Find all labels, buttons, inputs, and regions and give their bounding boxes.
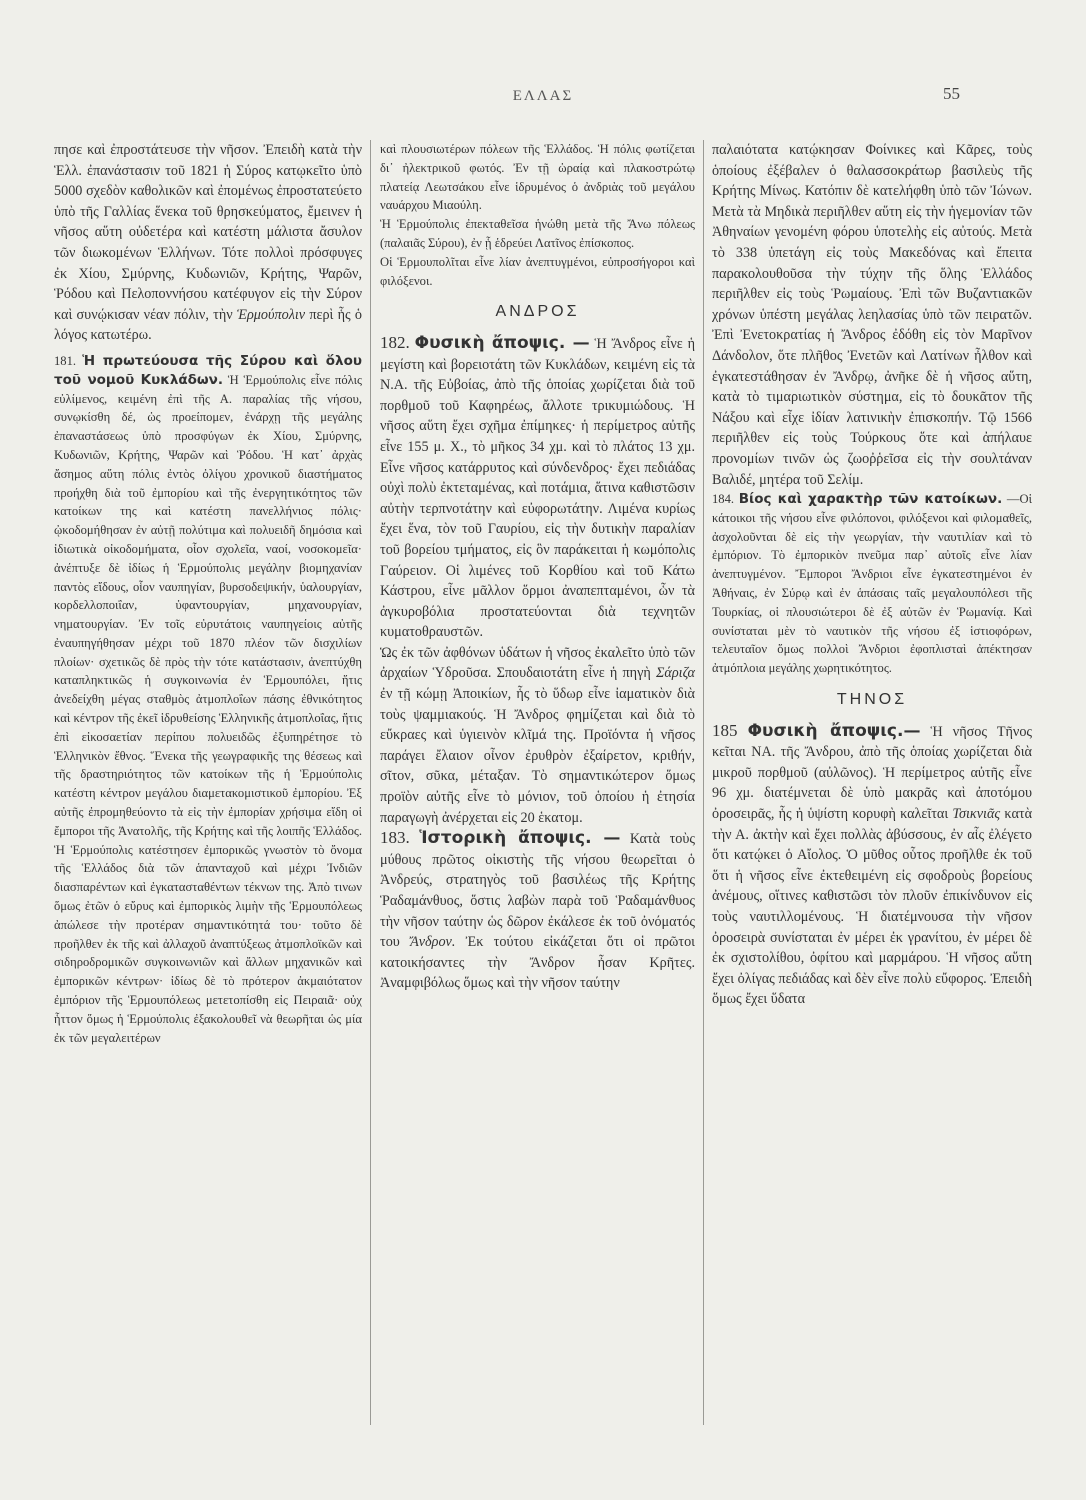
section-number: 181. [54, 353, 77, 368]
section-title-tinos: ΤΗΝΟΣ [836, 691, 908, 709]
section-heading: Φυσικὴ ἄποψις. — [414, 332, 590, 353]
page-number: 55 [943, 84, 960, 103]
paragraph [54, 140, 362, 346]
section-text: κατὰ τὴν Α. ἀκτὴν καὶ ἔχει πολλὰς ἀβύσσους, ἐν αἷς ἐλέγετο ὅτι κατῴκει ὁ Αἴολος. Ὁ μῦθος οὗτος προῆλθε ἐκ τοῦ ὅτι ἡ νῆσος εἶνε ἐκτεθειμένη εἰς σφοδροὺς βορείους ἀνέμους, οἵτινες καθιστῶσι τὸν πλοῦν ἐπικίνδυνον εἰς τοὺς ναυτιλλομένους. Ἡ διατέμνουσα τὴν νῆσον ὀροσειρὰ συνίσταται ἐν μέρει ἐκ γρανίτου, ἐν μέρει δὲ ἐκ σχιστολίθου, ὀφίτου καὶ μαρμάρου. Ἡ νῆσος αὕτη ἔχει ὀλίγας πεδιάδας καὶ δὲν εἶνε πολὺ εὔφορος. Ἐπειδὴ ὅμως ἔχει ὕδατα [712, 806, 1033, 1008]
paragraph: Οἱ Ἑρμουπολῖται εἶνε λίαν ἀνεπτυγμένοι, εὐπροσήγοροι καὶ φιλόξενοι. [380, 254, 695, 288]
paragraph-text: ἐν τῇ κώμῃ Ἀποικίων, ἧς τὸ ὕδωρ εἶνε ἰαματικὸν διὰ τοὺς ψαμμιακούς. Ἡ Ἄνδρος φημίζεται καὶ διὰ τὸ εὔκραες καὶ ὑγιεινὸν κλῖμά της. Προϊόντα ἡ νῆσος παράγει ἔλαιον οἶνον ἐρυθρὸν ἐξαίρετον, κριθήν, σῖτον, σῦκα, μέταξαν. Τὸ σημαντικώτερον ὅμως προϊὸν αὐτῆς εἶνε τὸ μόνιον, τοῦ ὁποίου ἡ ἐτησία παραγωγὴ ἀνέρχεται εἰς 20 ἑκατομ. [380, 686, 695, 826]
section-text: Ἡ Ἄνδρος εἶνε ἡ μεγίστη καὶ βορειοτάτη τῶν Κυκλάδων, κειμένη εἰς τὰ Ν.Α. τῆς Εὐβοίας, ἀπὸ τῆς ὁποίας χωρίζεται διὰ τοῦ πορθμοῦ τοῦ Καφηρέως, ἄλλοτε τρικυμιώδους. Ἡ νῆσος αὕτη ἔχει σχῆμα ἐπίμηκες· ἡ περίμετρος αὐτῆς εἶνε 155 μ. Χ., τὸ μῆκος 34 χμ. καὶ τὸ πλάτος 13 χμ. Εἶνε νῆσος κατάρρυτος καὶ σύνδενδρος· ἔχει πεδιάδας οὐχὶ πολὺ ἐκτεταμένας, καὶ ποτάμια, ἅτινα καθιστῶσιν αὐτὴν τερπνοτάτην καὶ εὐφορωτάτην. Λιμένα κυρίως ἔχει ἕνα, τὸν τοῦ Γαυρίου, εἰς τὴν δυτικὴν παραλίαν τοῦ βορείου τμήματος, εἰς ὃν παράκειται ἡ κωμόπολις Γαύρειον. Οἱ λιμένες τοῦ Κορθίου καὶ τοῦ Κάτω Κάστρου, εἶνε μᾶλλον ὅρμοι ἀναπεπταμένοι, ὧν τὰ ἀγκυροβόλια προστατεύονται διὰ τεχνητῶν κυματοθραυστῶν. [380, 335, 696, 641]
section-number: 183. [380, 828, 410, 848]
column-1 [54, 140, 362, 1047]
italic-term: Ἄνδρον. [410, 934, 456, 951]
section-text: Κατὰ τοὺς μύθους πρῶτος οἰκιστὴς τῆς νήσου θεωρεῖται ὁ Ἀνδρεύς, στρατηγὸς τοῦ βασιλέως τῆς Κρήτης Ῥαδαμάνθυος, ὅστις λαβὼν παρὰ τοῦ Ῥαδαμάνθυος τὴν νῆσον ταύτην ὡς δῶρον ἐκάλεσε ἐκ τοῦ ὀνόματός του [380, 831, 696, 951]
section-185 [712, 721, 1032, 1010]
column-divider-2 [703, 140, 704, 1425]
paragraph: καὶ πλουσιωτέρων πόλεων τῆς Ἑλλάδος. Ἡ πόλις φωτίζεται δι᾿ ἠλεκτρικοῦ φωτός. Ἐν τῇ ὡραίᾳ καὶ πλακοστρώτῳ πλατείᾳ Λεωτσάκου εἶνε ἱδρυμένος ὁ ἀνδριὰς τοῦ μεγάλου ναυάρχου Μιαούλη. [380, 142, 695, 213]
section-181 [54, 352, 362, 1047]
paragraph-text: Ὡς ἐκ τῶν ἀφθόνων ὑδάτων ἡ νῆσος ἐκαλεῖτο ὑπὸ τῶν ἀρχαίων Ὑδροῦσα. Σπουδαιοτάτη εἶνε ἡ πηγὴ [380, 644, 695, 682]
paragraph: Ἡ Ἑρμούπολις ἐπεκταθεῖσα ἡνώθη μετὰ τῆς Ἄνω πόλεως (παλαιᾶς Σύρου), ἐν ᾗ ἑδρεύει Λατῖνος ἐπίσκοπος. [380, 217, 695, 250]
section-number: 182. [380, 332, 410, 352]
column-divider-1 [370, 140, 371, 1425]
italic-term: Σάριζα [655, 665, 695, 682]
section-text: Ἡ νῆσος Τῆνος κεῖται ΝΑ. τῆς Ἄνδρου, ἀπὸ τῆς ὁποίας χωρίζεται διὰ μικροῦ πορθμοῦ (αὐλῶνος). Ἡ περίμετρος αὐτῆς εἶνε 96 χμ. διατέμνεται δὲ ὑπὸ μακρᾶς καὶ ἀποτόμου ὀροσειρᾶς, ἧς ἡ ὑψίστη κορυφὴ καλεῖται [712, 723, 1033, 823]
section-number: 184. [712, 492, 735, 507]
section-heading: Βίος καὶ χαρακτὴρ τῶν κατοίκων. [738, 491, 1003, 508]
section-heading: Φυσικὴ ἄποψις.— [747, 720, 921, 741]
paragraph-text: περὶ ἧς ὁ λόγος κατωτέρω. [54, 306, 362, 344]
paragraph [380, 643, 695, 828]
paragraph: παλαιότατα κατῴκησαν Φοίνικες καὶ Κᾶρες, τοὺς ὁποίους ἐξέβαλεν ὁ θαλασσοκράτωρ βασιλεὺς τῆς Κρήτης Μίνως. Κατόπιν δὲ κατελήφθη ὑπὸ τῶν Ἰώνων. Μετὰ τὰ Μηδικὰ περιῆλθεν αὕτη εἰς τὴν ἡγεμονίαν τῶν Ἀθηναίων γενομένη φόρου ὑποτελὴς εἰς αὐτούς. Μετὰ τὸ 338 ὑπετάγη εἰς τοὺς Μακεδόνας καὶ ἔπειτα παρακολουθοῦσα τὴν τύχην τῆς ὅλης Ἑλλάδος περιῆλθεν εἰς τοὺς Ῥωμαίους. Ἐπὶ τῶν Βυζαντιακῶν χρόνων ὑπέστη μεγάλας λεηλασίας ὑπὸ τῶν πειρατῶν. Ἐπὶ Ἐνετοκρατίας ἡ Ἄνδρος ἐδόθη εἰς τὸν Μαρῖνον Δάνδολον, ὅτε πλῆθος Ἐνετῶν καὶ Λατίνων ἦλθον καὶ ἐγκατεστάθησαν ἐν Ἄνδρῳ, ἀνῆκε δὲ ἡ νῆσος αὕτη, κατὰ τὸ τιμαριωτικὸν σύστημα, εἰς τὸ δουκᾶτον τῆς Νάξου καὶ εἶχε ἰδίαν λατινικὴν ἐπισκοπήν. Τῷ 1566 περιῆλθεν εἰς τοὺς Τούρκους ὅτε καὶ ἀπήλαυε προνομίων τινῶν ὡς ζωοῤῥεῖσα εἰς τὴν σουλτάναν Βαλιδέ, μητέρα τοῦ Σελίμ. [712, 142, 1032, 488]
running-header [0, 84, 1086, 112]
section-text: Ἐκ τούτου εἰκάζεται ὅτι οἱ πρῶτοι κατοικήσαντες τὴν Ἄνδρον ἦσαν Κρῆτες. Ἀναμφιβόλως ὅμως καὶ τὴν νῆσον ταύτην [380, 934, 696, 992]
column-2 [380, 140, 695, 994]
section-183 [380, 828, 695, 994]
italic-term: Ἑρμούπολιν [236, 306, 306, 323]
section-text: Ἡ Ἑρμούπολις εἶνε πόλις εὐλίμενος, κειμένη ἐπὶ τῆς Α. παραλίας τῆς νήσου, συνῳκίσθη δέ, ὡς προείπομεν, ἐνάρχῃ τῆς μεγάλης ἐπαναστάσεως ὑπὸ προσφύγων ἐκ Χίου, Σμύρνης, Κυδωνιῶν, Κρήτης, Ψαρῶν καὶ Ῥόδου. Ἡ κατ᾿ ἀρχὰς ἄσημος αὕτη πόλις ἐντὸς ὀλίγου χρονικοῦ διαστήματος προήχθη διὰ τοῦ ἐμπορίου καὶ τῆς ἐνεργητικότητος τῶν κατοίκων της καὶ κατέστη πανελλήνιος πόλις· ᾠκοδομήθησαν ἐν αὐτῇ πολύτιμα καὶ πολυειδῆ δημόσια καὶ ἰδιωτικὰ οἰκοδομήματα, οἷον σχολεῖα, ναοί, νοσοκομεῖα· ἀνέπτυξε δὲ ἰδίως ἡ Ἑρμούπολις μεγάλην βιομηχανίαν παντὸς εἴδους, οἷον ναυπηγίαν, βυρσοδεψικήν, ὑαλουργίαν, κορδελλοποιΐαν, ὑφαντουργίαν, μηχανουργίαν, νηματουργίαν. Ἐν τοῖς εὐρυτάτοις ναυπηγείοις αὐτῆς ἐναυπηγήθησαν μέχρι τοῦ 1870 πλέον τῶν δισχιλίων πλοίων· σχετικῶς δὲ πρὸς τὴν τότε κατάστασιν, ἀνεπτύχθη καταπληκτικῶς ἡ συγκοινωνία ἐν Ἑρμουπόλει, ἥτις ἀνεδείχθη μέγας σταθμὸς ἀτμοπλοΐων πάσης ἐθνικότητος καὶ κέντρον τῆς ἐκεῖ ἱδρυθείσης Ἑλληνικῆς ἀτμοπλοΐας, ἥτις ἐπὶ εἰκοσαετίαν περίπου πολυειδῶς ἐξυπηρέτησε τὸ Ἑλληνικὸν ἔθνος. Ἕνεκα τῆς γεωγραφικῆς της θέσεως καὶ τῆς δραστηριότητος τῶν κατοίκων τῆς ἡ Ἑρμούπολις κατέστη κέντρον μεγάλου διαμετακομιστικοῦ ἐμπορίου. Ἐξ αὐτῆς ἐπρομηθεύοντο τὰ εἰς τὴν ἐμπορίαν χρήσιμα εἴδη οἱ ἔμποροι τῆς Ἀνατολῆς, τῆς Κρήτης καὶ τῆς λοιπῆς Ἑλλάδος. Ἡ Ἑρμούπολις κατέστησεν ἐμπορικῶς γνωστὸν τὸ ὄνομα τῆς Ἑλλάδος διὰ τῶν ἁπανταχοῦ καὶ μέχρι Ἰνδιῶν διασπαρέντων καὶ ἐγκατασταθέντων τέκνων της. Ἀπὸ τινων ὅμως ἐτῶν ὁ εὔρυς καὶ ἐμπορικὸς λιμὴν τῆς Ἑρμουπόλεως ἀπώλεσε τὴν προτέραν σημαντικότητά του· τοῦτο δὲ προῆλθεν ἐκ τῆς καὶ ἀλλαχοῦ ἀναπτύξεως ἀτμοπλοϊκῶν καὶ σιδηροδρομικῶν συγκοινωνιῶν καὶ ἄλλων μηχανικῶν καὶ ἐμπορικῶν κέντρων· ἰδίως δὲ τὸ πρότερον ἀκμαιότατον ἐμπόριον τῆς Ἑρμουπόλεως μετετοπίσθη εἰς Πειραιᾶ· οὐχ ἧττον ὅμως ἡ Ἑρμούπολις ἐξακολουθεῖ νὰ θεωρῆται ὡς μία ἐκ τῶν μεγαλειτέρων [54, 372, 362, 1045]
section-182 [380, 333, 695, 643]
italic-term: Τσικνιᾶς [952, 806, 1001, 823]
section-heading: Ἱστορικὴ ἄποψις. — [419, 828, 621, 849]
section-184 [712, 490, 1032, 678]
paragraph-text: πησε καὶ ἐπροστάτευσε τὴν νῆσον. Ἐπειδὴ κατὰ τὴν Ἑλλ. ἐπανάστασιν τοῦ 1821 ἡ Σύρος κατῳκεῖτο ὑπὸ 5000 σχεδὸν καθολικῶν καὶ ἐπομένως ἐπροστατεύετο ὑπὸ τῆς Γαλλίας ἕνεκα τοῦ θρησκεύματος, ἔμεινεν ἡ νῆσος αὕτη οὐδετέρα καὶ κατέστη μάλιστα ἄσυλον τῶν διωκομένων Ἑλλήνων. Τότε πολλοὶ πρόσφυγες ἐκ Χίου, Σμύρνης, Κυδωνιῶν, Κρήτης, Ψαρῶν, Ῥόδου καὶ Πελοποννήσου κατέφυγον εἰς τὴν Σύρον καὶ συνῴκισαν νέαν πόλιν, τὴν [54, 142, 362, 323]
section-number: 185 [712, 720, 738, 740]
section-title-andros: ΑΝΔΡΟΣ [495, 303, 580, 321]
section-text: —Οἱ κάτοικοι τῆς νήσου εἶνε φιλόπονοι, φιλόξενοι καὶ φιλομαθεῖς, ἀσχολοῦνται δὲ εἰς τὴν γεωργίαν, τὴν ναυτιλίαν καὶ τὸ ἐμπόριον. Τὸ ἐμπορικὸν πνεῦμα παρ᾿ αὐτοῖς εἶνε λίαν ἀνεπτυγμένον. Ἔμποροι Ἄνδριοι εἶνε ἐγκατεστημένοι ἐν Ἀθήναις, ἐν Σύρῳ καὶ ἐν ἁπάσαις ταῖς μεγαλουπόλεσι τῆς Τουρκίας, οἱ πλουσιώτεροι δὲ ἐξ αὐτῶν ἐν Ῥωμανίᾳ. Καὶ συνίσταται μὲν τὸ ναυτικὸν τῆς νήσου ἐξ ἱστιοφόρων, τελευταῖον ὅμως πολλοὶ Ἄνδριοι ἐφοπλισταὶ ἀπέκτησαν ἀτμόπλοια μεγάλης χωρητικότητος. [712, 492, 1032, 676]
section-heading: Ἡ πρωτεύουσα τῆς Σύρου καὶ ὅλου τοῦ νομοῦ Κυκλάδων. [54, 352, 362, 388]
running-title: ΕΛΛΑΣ [512, 88, 574, 104]
column-3 [712, 140, 1032, 1010]
